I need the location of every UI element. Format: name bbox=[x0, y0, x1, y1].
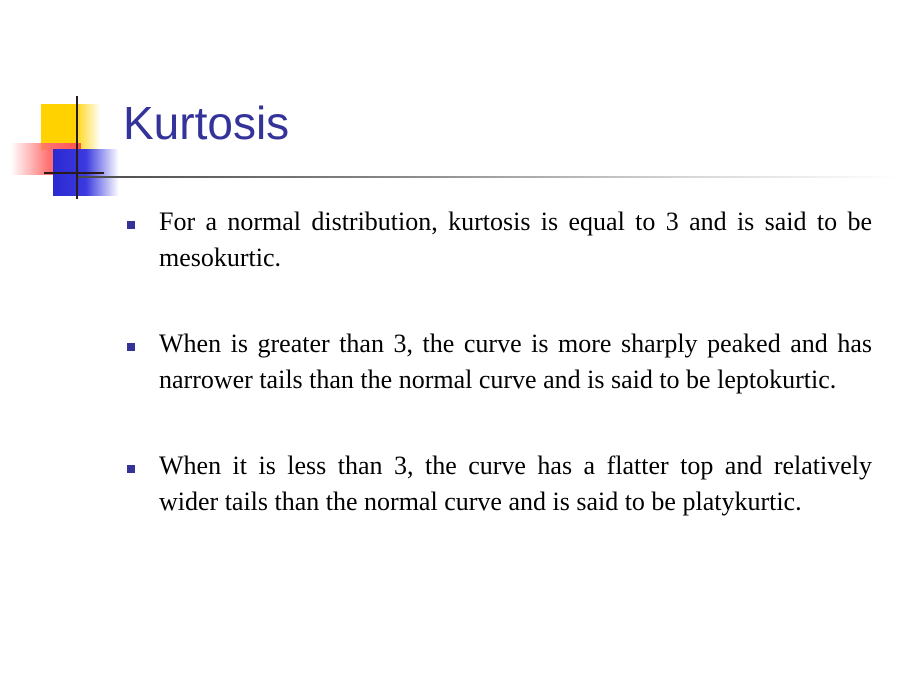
vertical-line-shape bbox=[76, 96, 78, 199]
square-bullet-icon bbox=[127, 343, 135, 351]
title-underline bbox=[78, 176, 900, 178]
bullet-text: When is greater than 3, the curve is more sharply peaked and has narrower tails than the normal curve and is said to be leptokurtic. bbox=[159, 329, 872, 394]
square-bullet-icon bbox=[127, 465, 135, 473]
bullet-text: For a normal distribution, kurtosis is equal to 3 and is said to be mesokurtic. bbox=[159, 207, 872, 272]
list-item bbox=[124, 448, 872, 520]
list-item bbox=[124, 326, 872, 398]
square-bullet-icon bbox=[127, 221, 135, 229]
slide-title: Kurtosis bbox=[123, 97, 290, 149]
corner-decoration bbox=[0, 0, 140, 210]
list-item bbox=[124, 204, 872, 276]
bullet-list bbox=[124, 204, 872, 570]
horizontal-line-shape bbox=[44, 172, 104, 174]
bullet-text: When it is less than 3, the curve has a flatter top and relatively wider tails than the normal curve and is said to be platykurtic. bbox=[159, 451, 872, 516]
